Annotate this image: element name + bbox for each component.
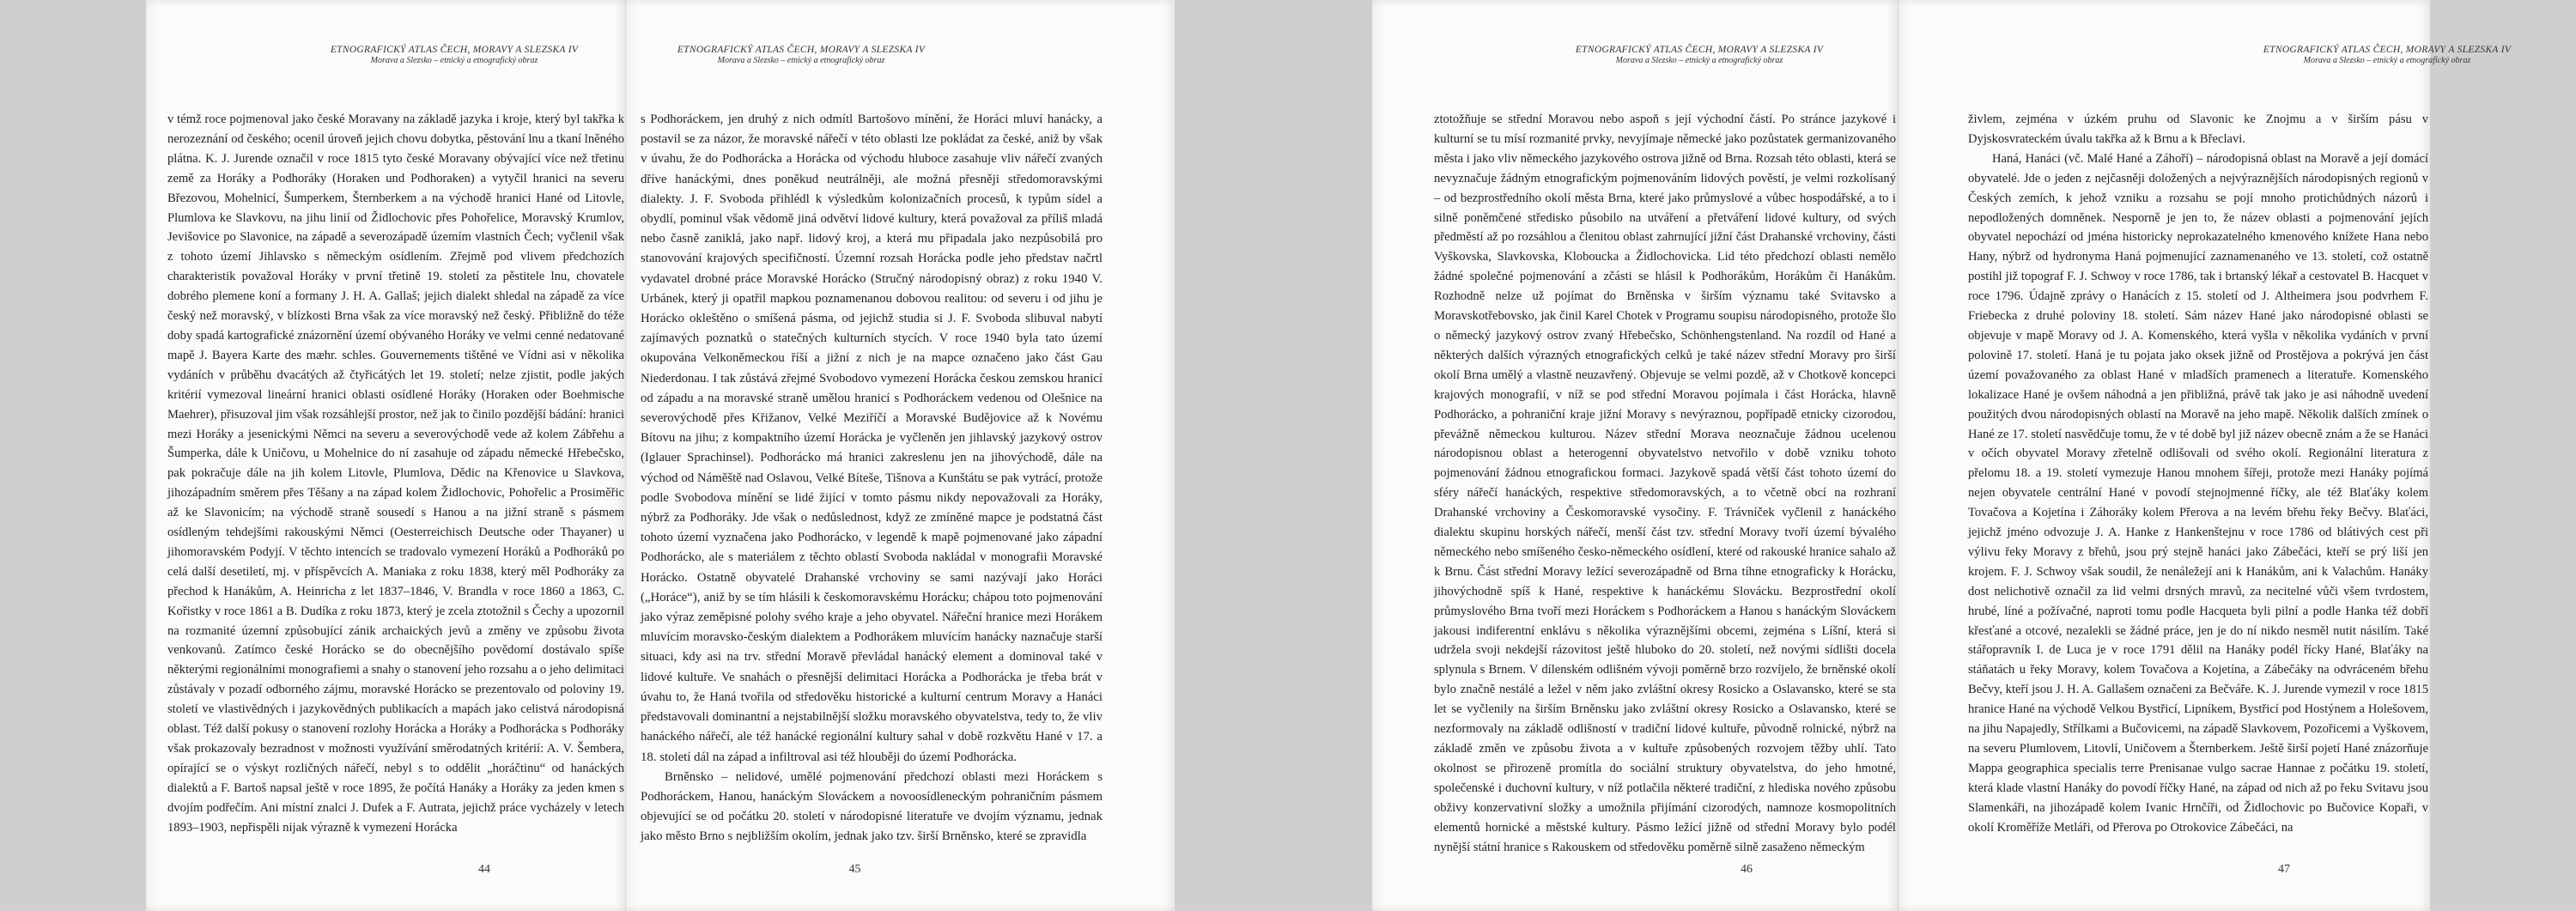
page-number: 46: [1741, 863, 1753, 876]
header-title: ETNOGRAFICKÝ ATLAS ČECH, MORAVY A SLEZSKA IV: [2263, 45, 2512, 55]
page-number: 45: [848, 863, 861, 876]
paragraph: ztotožňuje se střední Moravou nebo aspoň s její východní částí. Po stránce jazykové i kulturní se tu mísí rozmanité prvky, nevyjímaje německé jako pozůstatek germanizovaného města i jako vliv německého jazykového ostrova jižně od Brna. Rozsah této oblasti, která se nevyznačuje žádným etnografickým pojmenováním lidových pověstí, je velmi rozkolísaný – od bezprostředního okolí města Brna, které jako průmyslové a vůbec hospodářské, a to i silně poněmčené středisko působilo na utváření a přetváření lidové kultury, od svých předměstí až po rozsáhlou a členitou oblast zahrnující jižní část Drahanské vrchoviny, části Vyškovska, Slavkovska, Kloboucka a Židlochovicka. Lid této předchozí oblasti nemělo žádné společné pojmenování a zčásti se hlásil k Podhorákům, Horákům či Hanákům. Rozhodně nelze už pojímat do Brněnska v širším významu také Svitavsko a Moravskotřebovsko, jak činil Karel Chotek v Programu soupisu národopisného, protože šlo o německý jazykový ostrov zvaný Hřebečsko, Schönhengstenland. Na rozdíl od Hané a některých dalších výrazných etnografických celků je také název střední Moravy pro širší okolí Brna umělý a vlastně neuzavřený. Objevuje se velmi pozdě, až v Chotkově koncepci krajových monografií, v níž se pod střední Moravou pojímala i část Horácka, hlavně Podhorácko, a pohraniční kraje jižní Moravy s nevýraznou, popřípadě etnicky cizorodou, převážně německou kulturou. Název střední Morava neoznačuje žádnou ucelenou národopisnou oblast a heterogenní obyvatelstvo netvořilo v době vzniku tohoto pojmenování žádnou etnografickou formaci. Jazykově spadá větší část tohoto území do sféry nářečí hanáckých, respektive středomoravských, a to včetně obcí na rozhraní Drahanské vrchoviny a Českomoravské vysočiny. F. Trávníček vyčlenil z hanáckého dialektu skupinu horských nářečí, menší část tzv. střední Moravy tvoří území bývalého německého nebo smíšeného česko-německého osídlení, které od rakouské hranice sahalo až k Brnu. Část střední Moravy ležící severozápadně od Brna tíhne etnograficky k Horácku, jihovýchodně spíš k Hané, respektive k hanáckému Slovácku. Bezprostřední okolí průmyslového Brna tvoří mezi Horáckem s Podhoráckem a Hanou s hanáckým Slováckem jakousi indiferentní enklávu s několika výraznějšími obcemi, zejména s Líšní, která si udržela svoji nekdejší rázovitost ještě hluboko do 20. století, než novými sídlišti docela splynula s Brnem. V dílenském odlišném vývoji poměrně brzo rozvíjelo, že brněnské okolí bylo značně nestálé a ležel v něm jako zvláštní okresy Rosicko a Oslavansko, které se sta let se vyčlenily na širším Brněnsku jako zvláštní okresy Rosicko a Oslavansko, které se nezformovaly na základě odlišností v tradiční lidové kultuře, původně rolnické, nýbrž na základě změn ve způsobu života a v kultuře způsobených rozvojem těžby uhlí. Tato okolnost se přirozeně promítla do sociální struktury obyvatelstva, do jeho hmotné, společenské i duchovní kultury, v níž potlačila některé tradiční, z hlediska nového způsobu obživy konzervativní složky a umožnila přijímání cizorodých, namnoze kosmopolitních elementů hornické a městské kultury. Pásmo ležící jižně od střední Moravy bylo podél nynější státní hranice s Rakouskem od středověku poměrně silně zasaženo německým: [1434, 112, 1896, 854]
header-title: ETNOGRAFICKÝ ATLAS ČECH, MORAVY A SLEZSKA IV: [330, 45, 579, 55]
header-subtitle: Morava a Slezsko – etnický a etnografický obraz: [717, 56, 885, 65]
paragraph: v témž roce pojmenoval jako české Moravany na základě jazyka i kroje, který byl takřka k nerozeznání od českého; ocenil úroveň jejich chovu dobytka, pěstování lnu a tkaní lněného plátna. K. J. Jurende označil v roce 1815 tyto české Moravany obývající více než třetinu země za Horáky a Podhoráky (Horaken und Podhoraken) a vytyčil hranici na severu Březovou, Mohelnicí, Šumperkem, Šternberkem a na východě hranici Hané od Litovle, Plumlova ke Slavkovu, na jihu linií od Židlochovic přes Pohořelice, Moravský Krumlov, Jevišovice po Slavonice, na západě a severozápadě územím vlastních Čech; vyčlenil však z tohoto území Jihlavsko s německým osídlením. Zřejmě pod vlivem předchozích charakteristik považoval Horáky v první třetině 19. století za pěstitele lnu, chovatele dobrého plemene koní a formany J. H. A. Gallaš; jejich dialekt shledal na západě za více český než moravský, v blízkosti Brna však za více moravský než český. Přibližně do téže doby spadá kartografické znázornění území obývaného Horáky ve velmi cenné nedatované mapě J. Bayera Karte des mæhr. schles. Gouvernements tištěné ve Vídni asi v několika vydáních v průběhu dvacátých až čtyřicátých let 19. století; nelze zjistit, podle jakých kritérií vymezoval lineární hranici oblasti osídlené Horáky (Horaken oder Boehmische Maehrer), přisuzoval jim však rozsáhlejší prostor, než jak to činilo pozdější bádání: hranici mezi Horáky a jesenickými Němci na severu a severovýchodě vede až kolem Zábřehu a Šumperka, dále k Uničovu, u Mohelnice do ní zasahuje od západu německé Hřebečsko, pak pokračuje dále na jih kolem Litovle, Plumlova, Dědic na Křenovice u Slavkova, jihozápadním směrem přes Těšany a na západ kolem Židlochovic, Pohořelic a Prosiměřic až ke Slavonicím; na východě straně sousedí s Hanou a na jižní straně s pásmem osídleným tehdejšími rakouskými Němci (Oesterreichisch Deutsche oder Thayaner) u jihomoravském Podyjí. V těchto intencích se tradovalo vymezení Horáků a Podhoráků po celá další desetiletí, mj. v příspěvcích A. Maniaka z roku 1838, který měl Podhoráky za přechod k Hanákům, A. Heinricha z let 1837–1846, V. Brandla v roce 1860 a 1863, C. Kořistky v roce 1861 a B. Dudíka z roku 1873, který je zcela ztotožnil s Čechy a upozornil na rozmanité územní způsobující zánik archaických jevů a změny ve způsobu života venkovanů. Zatímco české Horácko se do obecnějšího povědomí dostávalo spíše některými regionálními monografiemi a snahy o stanovení jeho rozsahu a o jeho delimitaci zůstávaly v pozadí odborného zájmu, moravské Horácko se prezentovalo od poloviny 19. století ve vlastivědných i jazykovědných publikacích a mapách jako celistvá národopisná oblast. Též další pokusy o stanovení rozlohy Horácka a Horáky a Podhorácka s Podhoráky však prokazovaly bezradnost v možnosti využívání směrodatných kritérií: A. V. Šembera, opírající se o výskyt rozličných nářečí, nebyl s to oddělit „horáčtinu“ od hanáckých dialektů a F. Bartoš napsal ještě v roce 1895, že počítá Hanáky a Horáky za jeden kmen s dvojím podřečím. Ani místní znalci J. Dufek a F. Autrata, jejichž práce vycházely v letech 1893–1903, nepřispěli nijak výrazně k vymezení Horácka: [167, 112, 624, 835]
paragraph: živlem, zejména v úzkém pruhu od Slavonic ke Znojmu a v širším pásu v Dyjskosvrateckém úvalu takřka až k Brnu a k Břeclavi.: [1968, 112, 2428, 146]
paragraph: s Podhoráckem, jen druhý z nich odmítl Bartošovo mínění, že Horáci mluví hanácky, a postavil se za názor, že moravské nářečí v této oblasti lze pokládat za české, aniž by však v úvahu, že do Podhorácka a Horácka od východu hluboce zasahuje vliv nářečí zvaných dříve hanáckými, dnes poněkud neutrálněji, ale možná přesněji středomoravskými dialekty. J. F. Svoboda přihlédl k výsledkům kolonizačních procesů, k typům sídel a obydlí, pominul však vědomě jiná odvětví lidové kultury, která považoval za příliš mladá nebo časně zaniklá, jako např. lidový kroj, a která mu připadala jako nezpůsobilá pro stanovování krajových specifičností. Územní rozsah Horácka podle jeho představ načrtl vydavatel drobné práce Moravské Horácko (Stručný národopisný obraz) z roku 1940 V. Urbánek, který ji opatřil mapkou poznamenanou dobovou realitou: od severu i od jihu je Horácko okleštěno o smíšená pásma, od jejichž studia si J. F. Svoboda slibuval nabytí zajímavých poznatků o statečných kulturních stycích. V roce 1940 byla tato území okupována Velkoněmeckou říší a jižní z nich je na mapce označeno jako část Gau Niederdonau. I tak zůstává zřejmé Svobodovo vymezení Horácka českou zemskou hranicí od západu a na moravské straně umělou hranicí s Podhoráckem vedenou od Olešnice na severovýchodě přes Křižanov, Velké Meziříčí a Moravské Budějovice až k Novému Bítovu na jihu; z kompaktního území Horácka je vyčleněn jen jihlavský jazykový ostrov (Iglauer Sprachinsel). Podhorácko má hranici zakreslenu jen na jihovýchodě, dále na východ od Náměště nad Oslavou, Velké Bíteše, Tišnova a Kunštátu se pak vytrácí, protože podle Svobodova mínění se lidé žijící v tomto pásmu nikdy nepovažovali za Horáky, nýbrž za Podhoráky. Jde však o nedůslednost, když ze zmíněné mapce je podstatná část tohoto území vyznačena jako Podhorácko, v legendě k mapě pojmenované jako západní Podhorácko, ale s materiálem z těchto oblastí Svoboda nakládal v monografii Moravské Horácko. Ostatně obyvatelé Drahanské vrchoviny se sami nazývají jako Horáci („Horáce“), aniž by se tím hlásili k českomoravskému Horácku; chápou toto pojmenování jako výraz zeměpisné polohy svého kraje a jeho obyvatel. Nářeční hranice mezi Horákem mluvícím moravsko-českým dialektem a Podhorákem mluvícím hanácky naznačuje starší situaci, kdy asi na trv. střední Moravě převládal hanácký element a dominoval také v lidové kultuře. Ve snahách o přesnější delimitaci Horácka a Podhorácka je třeba brát v úvahu to, že Haná tvořila od středověku historické a kulturní centrum Moravy a Hanáci představovali dominantní a nejstabilnější složku moravského obyvatelstva, tedy to, že vliv hanáckého nářečí, ale též hanácké regionální kultury sahal v době rozkvětu Hané v 17. a 18. století dál na západ a infiltroval asi též hlouběji do území Podhorácka.: [641, 112, 1103, 764]
paragraph: Haná, Hanáci (vč. Malé Hané a Záhoří) – národopisná oblast na Moravě a její domácí obyvatelé. Jde o jeden z nejčasněji doložených a nejvýraznějších národopisných regionů v Českých zemích, k jehož vzniku a rozsahu se pojí mnoho protichůdných názorů i nepodložených domněnek. Nesporně je jen to, že název oblasti a pojmenování jejích obyvatel nepochází od jména historicky neprokazatelného kmenového knížete Hana nebo Hany, nýbrž od hydronyma Haná pojmenující zaznamenaného ve 13. století, což ostatně postihl již topograf F. J. Schwoy v roce 1786, tak i brtanský lékař a cestovatel B. Hacquet v roce 1796. Údajně zprávy o Hanácích z 15. století od J. Altheimera jsou podvrhem F. Friebecka z druhé poloviny 18. století. Sám název Hané jako národopisné oblasti se objevuje v mapě Moravy od J. A. Komenského, která vyšla v několika vydáních v první polovině 17. století. Haná je tu pojata jako oksek jižně od Prostějova a pokrývá jen část území považovaného za oblast Hané v mladších pramenech a literatuře. Komenského lokalizace Hané je ovšem náhodná a jen přibližná, právě tak jako je asi náhodně uvedení použitých dvou národopisných oblastí na Moravě na jeho mapě. Několik dalších zmínek o Hané ze 17. století nasvědčuje tomu, že v té době byl již název obecně znám a že se Hanáci v očích obyvatel Moravy zřetelně odlišovali od svého okolí. Regionální literatura z přelomu 18. a 19. století vymezuje Hanou mnohem šířeji, protože mezi Hanáky pojímá nejen obyvatele centrální Hané v povodí stejnojmenné říčky, ale též Blaťáky kolem Tovačova a Kojetína i Záhoráky kolem Přerova a na levém břehu řeky Bečvy. Blaťáci, jejichž jméno odvozuje J. A. Hanke z Hankenštejnu v roce 1786 od blátivých cest při výlivu řeky Moravy z břehů, jsou prý stejně hanáci jako Zábečáci, kteří se prý liší jen krojem. F. J. Schwoy však soudil, že nenáležejí ani k Hanákům, ani k Valachům. Hanáky dost nelichotivě označil za lid velmi drsných mravů, za necitelné vůči všem tvrdostem, hrubé, líné a požívačné, naproti tomu podle Hacqueta byli pilní a podle Hanka též dobří křesťané a otcové, nezalekli se žádné práce, jen je do ní nikdo nesměl nutit násilím. Také stářopravník I. de Luca je v roce 1791 dělil na Hanáky podél řícky Hané, Blaťáky na stáňatách u řeky Moravy, kolem Tovačova a Kojetína, a Zábečáky na odvráceném břehu Bečvy, kteří jsou J. H. A. Gallašem označeni za Bečváře. K. J. Jurende vymezil v roce 1815 hranice Hané na východě Velkou Bystřicí, Lipníkem, Bystřicí pod Hostýnem a Holešovem, na jihu Napajedly, Střílkami a Bučovicemi, na západě Slavkovem, Pozořicemi a Vyškovem, na severu Plumlovem, Litovlí, Uničovem a Šternberkem. Ještě širší pojetí Hané znázorňuje Mappa geographica specialis terre Prenisanae vulgo sacrae Hannae z počátku 19. století, která klade vlastní Hanáky do povodí říčky Hané, na západ od nich až po řeku Svitavu jsou Slamenkáři, na jihozápadě kolem Ivanic Hrnčíři, od Židlochovic po Bučovice Kopaři, v okolí Kroměříže Metláři, od Přerova po Otrokovice Zábečáci, na: [1968, 151, 2428, 835]
page-44: [146, 0, 625, 911]
header-title: ETNOGRAFICKÝ ATLAS ČECH, MORAVY A SLEZSKA IV: [1575, 45, 1824, 55]
header-subtitle: Morava a Slezsko – etnický a etnografický obraz: [370, 56, 538, 65]
running-header: [266, 45, 642, 65]
header-subtitle: Morava a Slezsko – etnický a etnografický obraz: [1615, 56, 1783, 65]
page-body: [167, 110, 624, 838]
page-body: [1968, 110, 2428, 838]
running-header: [1501, 45, 1898, 65]
page-number: 47: [2278, 863, 2290, 876]
running-header: [2207, 45, 2567, 65]
running-header: [599, 45, 1003, 65]
page-body: [1434, 110, 1896, 857]
header-subtitle: Morava a Slezsko – etnický a etnografický obraz: [2303, 56, 2471, 65]
page-46: [1372, 0, 1898, 911]
page-47: [1898, 0, 2512, 911]
header-title: ETNOGRAFICKÝ ATLAS ČECH, MORAVY A SLEZSKA IV: [677, 45, 926, 55]
page-45: [625, 0, 1175, 911]
page-body: [641, 110, 1103, 847]
page-number: 44: [478, 863, 490, 876]
paragraph: Brněnsko – nelidové, umělé pojmenování předchozí oblasti mezi Horáckem s Podhoráckem, Hanou, hanáckým Slováckem a novoosídleneckým pohraničním pásmem objevující se od počátku 20. století v národopisné literatuře ve dvojím významu, jednak jako město Brno s nejbližším okolím, jednak jako tzv. širší Brněnsko, které se zpravidla: [641, 769, 1103, 844]
